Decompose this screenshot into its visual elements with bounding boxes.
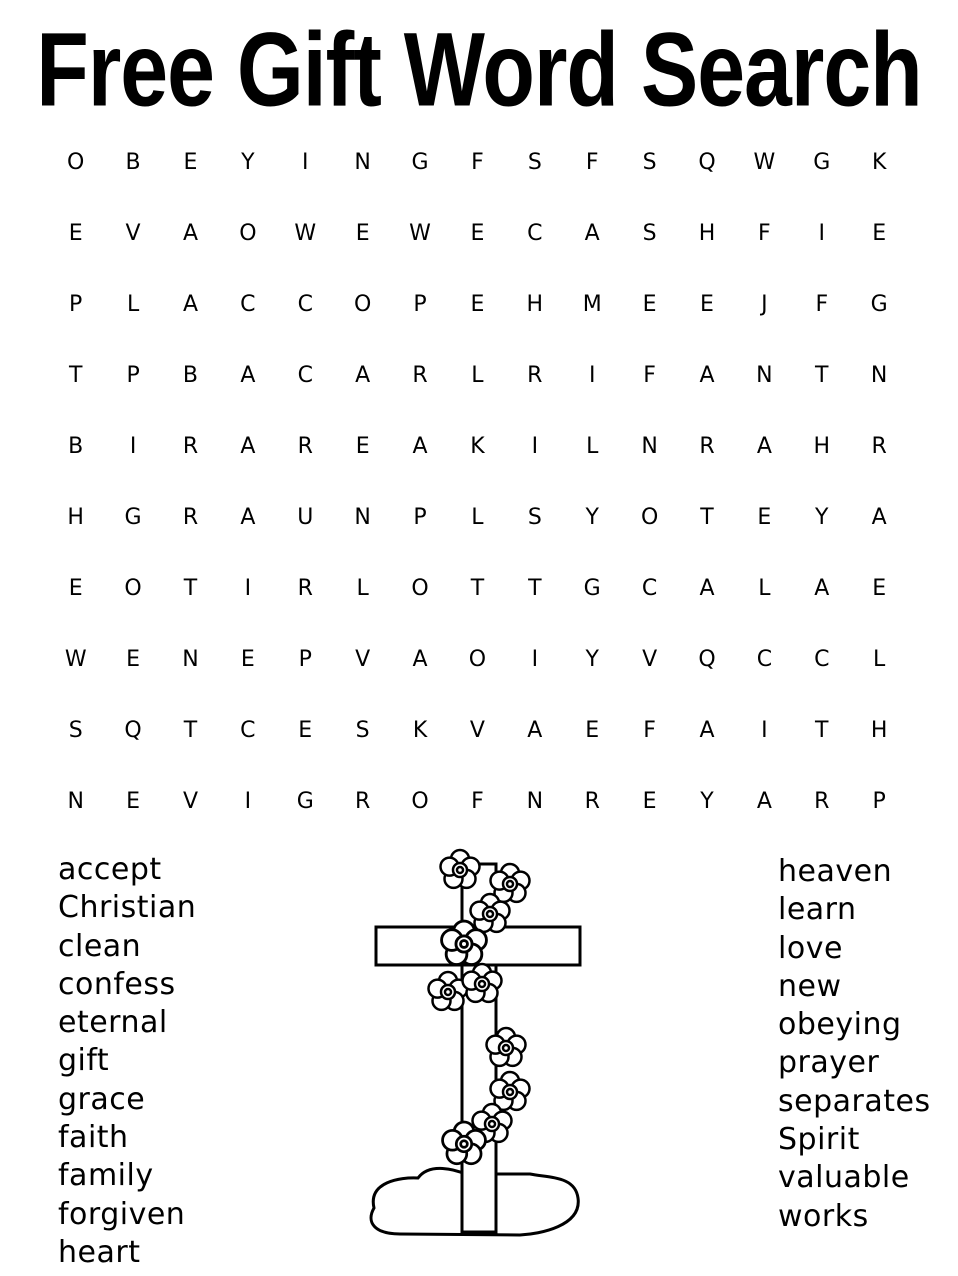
grid-letter: W xyxy=(409,221,431,246)
grid-letter: I xyxy=(302,150,309,175)
word-list-item: grace xyxy=(58,1081,146,1117)
grid-letter: W xyxy=(753,150,776,175)
grid-letter: L xyxy=(471,363,484,388)
grid-letter: N xyxy=(641,434,658,459)
grid-letter: A xyxy=(182,292,198,317)
word-list-item: heart xyxy=(58,1234,141,1270)
grid-letter: S xyxy=(642,221,657,246)
grid-letter: R xyxy=(182,434,199,459)
grid-letter: I xyxy=(818,221,826,246)
grid-letter: A xyxy=(699,576,715,601)
grid-letter: O xyxy=(411,789,429,814)
word-list-right xyxy=(778,853,931,1236)
word-list-item: Christian xyxy=(58,890,197,926)
grid-letter: Q xyxy=(124,718,142,743)
grid-letter: F xyxy=(643,718,656,743)
grid-letter: C xyxy=(240,292,256,317)
grid-letter: S xyxy=(68,718,83,743)
grid-letter: A xyxy=(412,434,428,459)
grid-letter: G xyxy=(124,505,142,530)
grid-letter: V xyxy=(642,647,658,672)
word-list-item: new xyxy=(778,968,842,1004)
grid-letter: I xyxy=(531,647,539,672)
grid-letter: G xyxy=(813,150,831,175)
grid-letter: B xyxy=(125,150,141,175)
letter-grid xyxy=(47,127,908,837)
grid-letter: P xyxy=(69,292,83,317)
word-list-item: accept xyxy=(58,852,162,887)
grid-letter: F xyxy=(815,292,829,317)
grid-letter: N xyxy=(526,789,544,814)
grid-letter: F xyxy=(758,221,771,246)
grid-letter: G xyxy=(583,576,601,601)
grid-letter: O xyxy=(640,505,659,530)
grid-letter: O xyxy=(67,150,85,175)
grid-letter: P xyxy=(872,789,886,814)
grid-letter: E xyxy=(355,221,370,246)
grid-letter: P xyxy=(413,292,427,317)
grid-letter: I xyxy=(761,718,768,743)
grid-letter: P xyxy=(413,505,427,530)
grid-letter: T xyxy=(183,576,198,601)
grid-letter: T xyxy=(68,363,83,388)
grid-letter: R xyxy=(297,434,313,459)
grid-letter: E xyxy=(642,789,657,814)
grid-letter: V xyxy=(125,221,141,246)
grid-letter: O xyxy=(124,576,142,601)
grid-letter: L xyxy=(471,505,484,530)
grid-letter: T xyxy=(470,576,485,601)
grid-letter: R xyxy=(699,434,715,459)
word-list-item: faith xyxy=(58,1120,129,1156)
grid-letter: A xyxy=(756,434,772,459)
grid-letter: L xyxy=(758,576,771,601)
grid-letter: C xyxy=(240,718,256,743)
word-list-item: valuable xyxy=(778,1160,910,1196)
grid-letter: A xyxy=(699,718,715,743)
grid-letter: A xyxy=(240,363,256,388)
grid-letter: N xyxy=(354,505,371,530)
word-list-item: gift xyxy=(58,1043,110,1079)
flower-cross-icon xyxy=(360,842,600,1242)
grid-letter: E xyxy=(240,647,255,672)
word-list-item: separates xyxy=(778,1083,931,1119)
grid-letter: F xyxy=(585,150,599,175)
grid-letter: E xyxy=(872,221,887,246)
grid-letter: Y xyxy=(700,789,714,814)
word-list-item: prayer xyxy=(778,1045,880,1081)
grid-letter: W xyxy=(64,647,87,672)
grid-letter: I xyxy=(244,789,252,814)
grid-letter: T xyxy=(700,505,714,530)
grid-letter: A xyxy=(355,363,371,388)
grid-letter: H xyxy=(526,292,544,317)
grid-letter: O xyxy=(239,221,257,246)
grid-letter: G xyxy=(870,292,888,317)
grid-letter: S xyxy=(642,150,657,175)
grid-letter: R xyxy=(871,434,887,459)
grid-letter: E xyxy=(126,789,141,814)
grid-letter: R xyxy=(412,363,428,388)
grid-letter: E xyxy=(585,718,600,743)
grid-letter: A xyxy=(699,363,715,388)
word-list-item: clean xyxy=(58,928,142,964)
grid-letter: A xyxy=(182,221,198,246)
grid-letter: Y xyxy=(241,150,255,175)
grid-letter: C xyxy=(641,576,658,601)
grid-letter: S xyxy=(527,505,542,530)
word-list-item: family xyxy=(58,1158,154,1194)
grid-letter: P xyxy=(298,647,312,672)
grid-letter: E xyxy=(872,576,887,601)
grid-letter: A xyxy=(412,647,428,672)
grid-letter: A xyxy=(871,505,887,530)
grid-letter: N xyxy=(182,647,199,672)
grid-letter: J xyxy=(761,292,768,317)
grid-letter: N xyxy=(756,363,773,388)
grid-letter: E xyxy=(298,718,313,743)
grid-letter: Y xyxy=(815,505,829,530)
grid-letter: Q xyxy=(698,150,716,175)
grid-letter: A xyxy=(814,576,830,601)
word-list-left xyxy=(58,851,196,1272)
grid-letter: I xyxy=(588,363,596,388)
grid-letter: N xyxy=(354,150,371,175)
grid-letter: Y xyxy=(585,647,599,672)
grid-letter: H xyxy=(67,505,84,530)
grid-letter: Q xyxy=(698,647,716,672)
grid-letter: T xyxy=(183,718,198,743)
grid-letter: A xyxy=(240,505,256,530)
grid-letter: I xyxy=(129,434,137,459)
grid-letter: I xyxy=(244,576,252,601)
grid-letter: E xyxy=(757,505,772,530)
grid-letter: V xyxy=(469,718,485,743)
grid-letter: C xyxy=(814,647,830,672)
grid-letter: G xyxy=(411,150,429,175)
word-list-item: love xyxy=(778,930,843,966)
grid-letter: N xyxy=(870,363,888,388)
grid-letter: E xyxy=(355,434,370,459)
grid-letter: P xyxy=(126,363,140,388)
grid-letter: L xyxy=(586,434,599,459)
grid-letter: A xyxy=(527,718,543,743)
grid-letter: R xyxy=(355,789,371,814)
grid-letter: R xyxy=(584,789,600,814)
grid-letter: L xyxy=(356,576,369,601)
word-list-item: eternal xyxy=(58,1005,168,1041)
grid-letter: E xyxy=(68,576,83,601)
grid-letter: O xyxy=(353,292,372,317)
grid-letter: C xyxy=(756,647,773,672)
grid-letter: K xyxy=(470,434,485,459)
word-list-item: learn xyxy=(778,892,857,928)
grid-letter: L xyxy=(126,292,140,317)
grid-letter: I xyxy=(531,434,539,459)
grid-letter: F xyxy=(471,150,484,175)
grid-letter: U xyxy=(297,505,314,530)
grid-letter: R xyxy=(814,789,830,814)
grid-letter: A xyxy=(240,434,256,459)
grid-letter: R xyxy=(182,505,199,530)
word-list-item: Spirit xyxy=(778,1122,860,1158)
grid-letter: M xyxy=(582,292,602,317)
grid-letter: K xyxy=(412,718,428,743)
grid-letter: B xyxy=(68,434,84,459)
grid-letter: E xyxy=(470,292,485,317)
grid-letter: H xyxy=(813,434,831,459)
word-list-item: heaven xyxy=(778,854,893,889)
grid-letter: A xyxy=(584,221,600,246)
grid-letter: E xyxy=(700,292,714,317)
grid-letter: C xyxy=(297,292,313,317)
word-list-item: confess xyxy=(58,966,176,1002)
grid-letter: T xyxy=(815,363,829,388)
grid-letter: H xyxy=(870,718,888,743)
word-list-item: forgiven xyxy=(58,1196,186,1232)
grid-letter: E xyxy=(126,647,141,672)
grid-letter: L xyxy=(873,647,886,672)
grid-letter: E xyxy=(183,150,198,175)
page-title: Free Gift Word Search xyxy=(36,11,922,129)
grid-letter: N xyxy=(67,789,84,814)
grid-letter: O xyxy=(468,647,487,672)
grid-letter: S xyxy=(527,150,542,175)
grid-letter: A xyxy=(756,789,772,814)
grid-letter: E xyxy=(642,292,657,317)
grid-letter: S xyxy=(355,718,370,743)
grid-letter: V xyxy=(355,647,371,672)
word-list-item: works xyxy=(778,1198,869,1234)
grid-letter: F xyxy=(643,363,656,388)
grid-letter: B xyxy=(182,363,199,388)
grid-letter: T xyxy=(815,718,829,743)
word-list-item: obeying xyxy=(778,1007,902,1043)
grid-letter: H xyxy=(698,221,716,246)
grid-letter: F xyxy=(471,789,484,814)
grid-letter: W xyxy=(294,221,317,246)
grid-letter: V xyxy=(182,789,198,814)
grid-letter: O xyxy=(411,576,429,601)
grid-letter: R xyxy=(527,363,543,388)
grid-letter: E xyxy=(470,221,485,246)
grid-letter: G xyxy=(296,789,314,814)
grid-letter: R xyxy=(297,576,313,601)
grid-letter: T xyxy=(528,576,542,601)
grid-letter: C xyxy=(527,221,543,246)
grid-letter: E xyxy=(68,221,83,246)
grid-letter: C xyxy=(297,363,313,388)
grid-letter: K xyxy=(871,150,887,175)
grid-letter: Y xyxy=(585,505,599,530)
